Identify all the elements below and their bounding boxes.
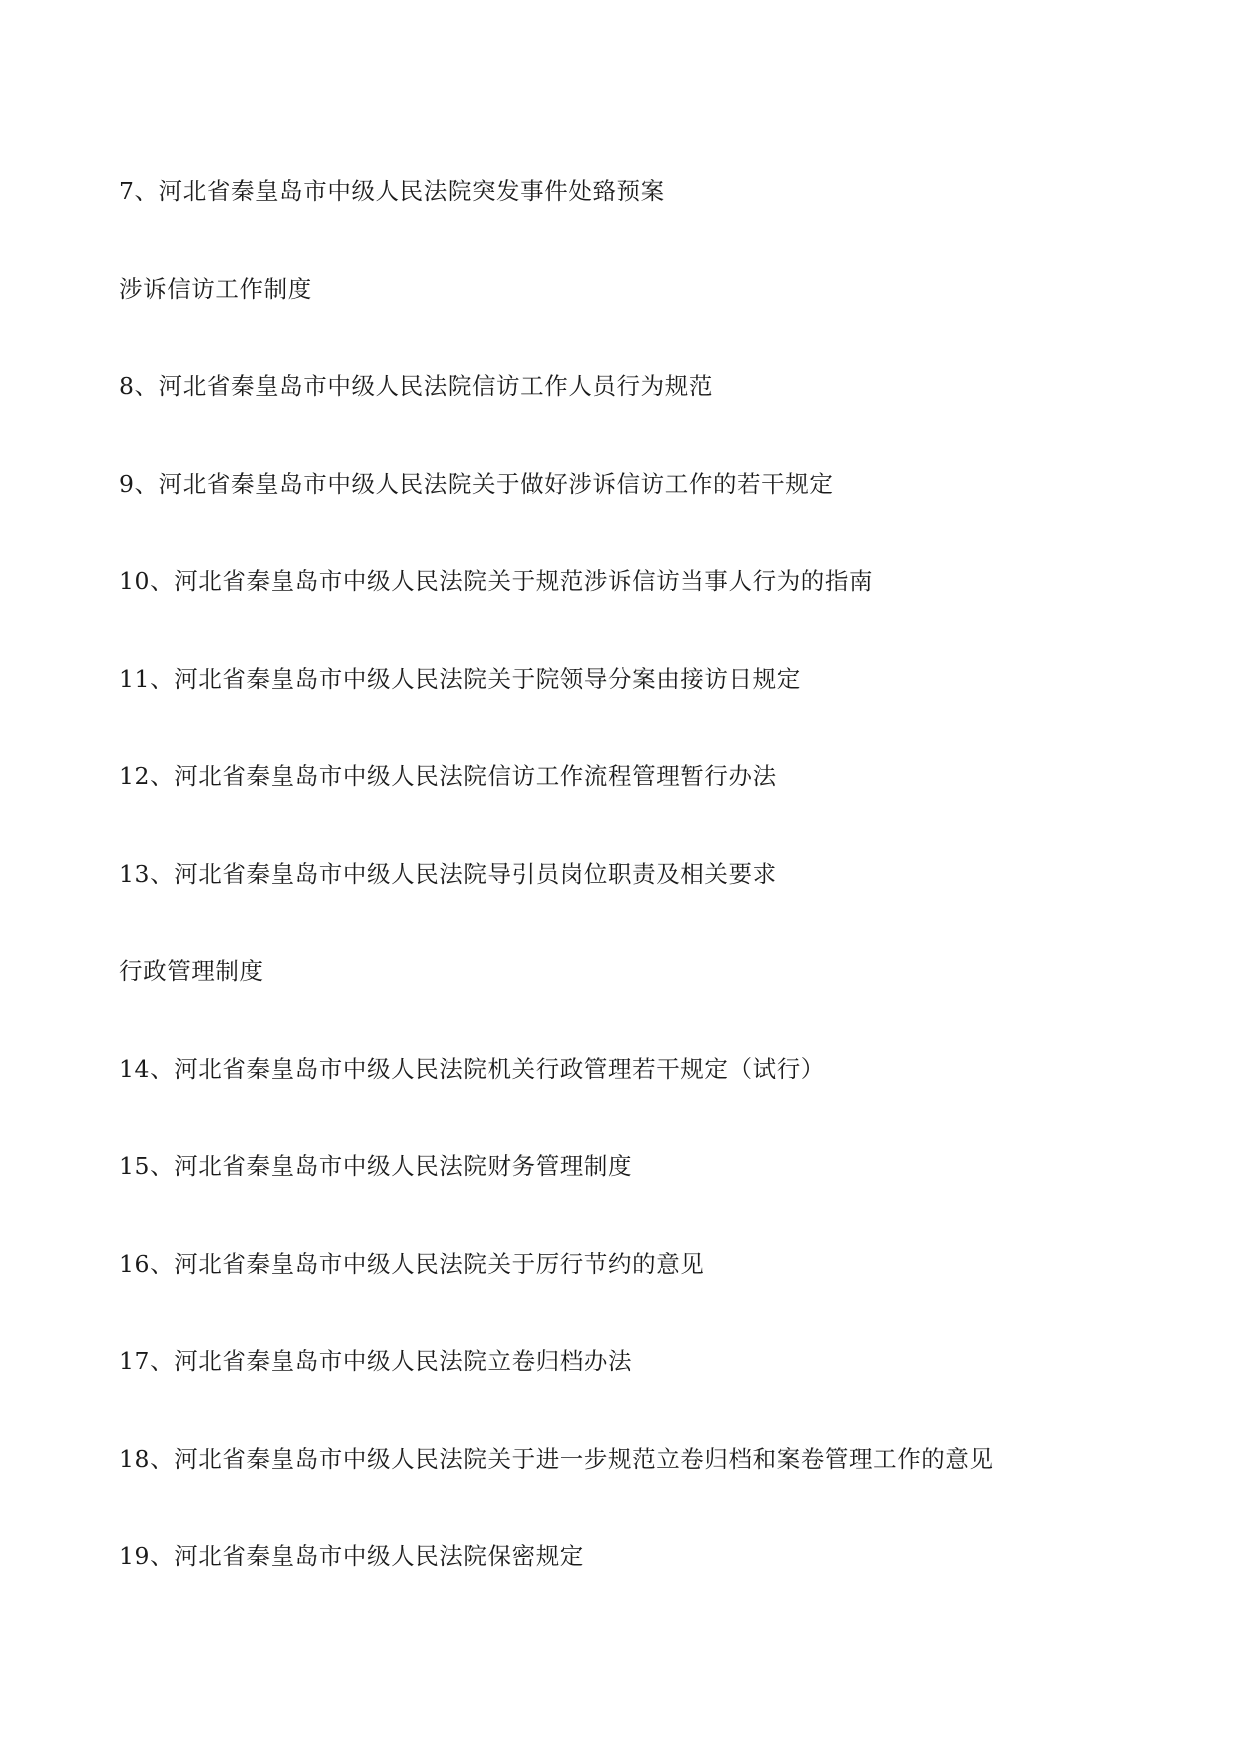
list-item: 17、河北省秦皇岛市中级人民法院立卷归档办法 <box>119 1347 633 1375</box>
list-item: 15、河北省秦皇岛市中级人民法院财务管理制度 <box>119 1152 633 1180</box>
list-item: 19、河北省秦皇岛市中级人民法院保密规定 <box>119 1542 584 1570</box>
document-body <box>119 172 1159 1635</box>
list-item: 9、河北省秦皇岛市中级人民法院关于做好涉诉信访工作的若干规定 <box>119 469 834 498</box>
list-item: 13、河北省秦皇岛市中级人民法院导引员岗位职责及相关要求 <box>119 859 777 888</box>
section-heading: 涉诉信访工作制度 <box>119 274 312 303</box>
list-item: 7、河北省秦皇岛市中级人民法院突发事件处臵预案 <box>119 177 665 205</box>
list-item: 18、河北省秦皇岛市中级人民法院关于进一步规范立卷归档和案卷管理工作的意见 <box>119 1444 994 1473</box>
list-item: 16、河北省秦皇岛市中级人民法院关于厉行节约的意见 <box>119 1249 705 1278</box>
list-item: 11、河北省秦皇岛市中级人民法院关于院领导分案由接访日规定 <box>119 664 801 693</box>
list-item: 10、河北省秦皇岛市中级人民法院关于规范涉诉信访当事人行为的指南 <box>119 567 874 595</box>
list-item: 8、河北省秦皇岛市中级人民法院信访工作人员行为规范 <box>119 372 713 400</box>
list-item: 12、河北省秦皇岛市中级人民法院信访工作流程管理暂行办法 <box>119 762 777 790</box>
section-heading: 行政管理制度 <box>119 957 264 985</box>
list-item: 14、河北省秦皇岛市中级人民法院机关行政管理若干规定（试行） <box>119 1054 825 1083</box>
